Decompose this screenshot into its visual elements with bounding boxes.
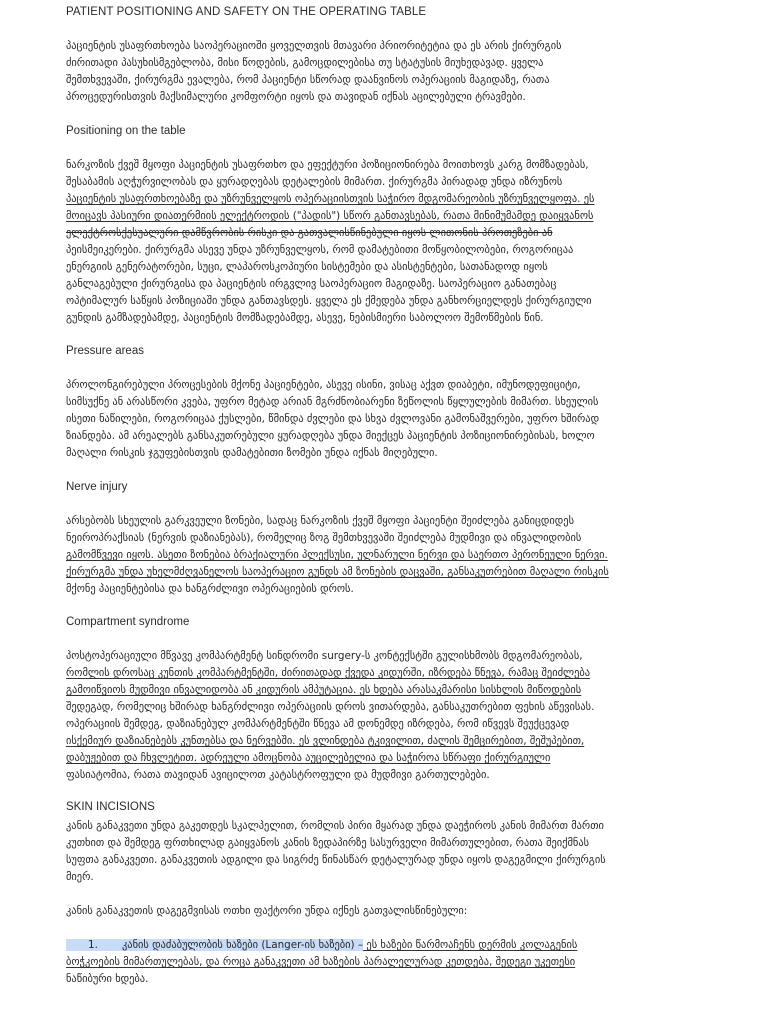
positioning-paragraph [66, 157, 706, 327]
nerve-paragraph [66, 513, 706, 598]
text-span: ეს ხაზები წარმოაჩენს დერმის კოლაგენის [363, 939, 578, 951]
text-line: განლაგებული ქირურგისა და პაციენტის ირგვლივ საოპერაციო მაგიდაზე. საოპერაციო განათებაც [66, 278, 557, 290]
skin-incisions-paragraph [66, 818, 706, 886]
text-line: ენერგიის გენერატორები, სუცი, ლაპაროსკოპიური სისტემები და ასისტენტები, სათანადოდ იყოს [66, 261, 548, 273]
document-title: PATIENT POSITIONING AND SAFETY ON THE OPERATING TABLE [66, 6, 427, 18]
text-line: პოსტოპერაციული მწვავე კომპარტმენტ სინდრომი surgery-ს კონტექსტში გულისხმობს მდგომარეობას, [66, 650, 583, 662]
text-line: ძირითადი პასუხისმგებლობა, მისი წოდების, გამოცდილებისა თუ სტატუსის მიუხედავად. ყველა [66, 57, 544, 69]
text-line: არსებობს სხეულის გარკვეული ზონები, სადაც ნარკოზის ქვეშ მყოფი პაციენტი შეიძლება განიცდიდეს [66, 515, 574, 527]
pressure-paragraph [66, 377, 706, 462]
text-line: შედეგად, რომელიც ხშირად ხანგრძლივი ოპერაციის დროს ვითარდება, განსაკუთრებით ფეხის აწევისას. [66, 701, 595, 713]
factor-list-item-1 [66, 937, 706, 988]
text-line: პაციენტის უსაფრთხოებაზე და უზრუნველყოს ოპერაციისთვის საჭირო მდგომარეობის უზრუნველყოფა. ეს [66, 193, 595, 205]
text-line: მაღალი რისკის ჯგუფებისთვის დამატებითი ზომები უნდა იქნას მიღებული. [66, 447, 438, 459]
text-line: სუფთა განაკვეთი. განაკვეთის ადგილი და სიგრძე წინასწარ დეტალურად უნდა იყოს დაგეგმილი ქირურგის [66, 854, 606, 866]
text-line: ოპერაციის შემდეგ, დაზიანებულ კომპარტმენტში წნევა ამ დონემდე იზრდება, რომ იწვევს შეუქცევად [66, 718, 570, 730]
intro-paragraph [66, 38, 706, 106]
text-line: ნარკოზის ქვეშ მყოფი პაციენტის უსაფრთხო და ეფექტური პოზიციონირება მოითხოვს კარგ მომზადებას, [66, 159, 589, 171]
text-line: გამოიწვიოს მუდმივი ინვალიდობა ან კიდურის ამპუტაცია. ეს ხდება არასაკმარისი სისხლის მიწოდების [66, 684, 582, 696]
text-line: ისეთი ნაწილები, როგორიცაა ქუსლები, წმინდა ძვლები და სხვა ძვლოვანი გამონაშვერები, უფრო ხშირად [66, 413, 600, 425]
text-line: რომლის დროსაც კუნთის კომპარტმენტში, ძირითადად ქვედა კიდურში, იზრდება წნევა, რამაც შეიძლება [66, 667, 591, 679]
factors-intro [66, 903, 706, 920]
text-line: გუნდის გამზადებამდე, პაციენტის მომზადებამდე, ასევე, ნებისმიერი საბოლოო შემოწმების წინ. [66, 312, 544, 324]
text-line: ნაწიბური ხდება. [66, 973, 149, 985]
text-line: გამომწვევი იყოს. ასეთი ზონებია ბრაქიალური პლექსუსი, ულნარული ნერვი და საერთო პერონეული ნერვი. [66, 549, 608, 561]
pressure-heading: Pressure areas [66, 345, 144, 357]
skin-incisions-heading: SKIN INCISIONS [66, 801, 155, 813]
text-line: შესაბამის აღჭურვილობას და ყურადღებას დეტალების მიმართ. ქირურგმა პირადად უნდა იზრუნოს [66, 176, 563, 188]
positioning-heading: Positioning on the table [66, 125, 186, 137]
text-line: დაბუჟებით და ჩხვლეტით. ადრეული ამოცნობა აუცილებელია და საჭიროა სწრაფი ქირურგიული [66, 752, 551, 764]
text-line: ოპტიმალურ საწყის პოზიციაში უნდა განთავსდეს. ყველა ეს ქმედება უნდა განხორციელდეს ქირურგიული [66, 295, 592, 307]
list-number: 1. [88, 939, 98, 951]
text-line: ქირურგმა უნდა უხელმძღვანელოს საოპერაციო გუნდს ამ ზონების დაცვაში, განსაკუთრებით მაღალი რისკის [66, 566, 609, 578]
text-line: პროლონგირებული პროცესების მქონე პაციენტები, ასევე ისინი, ვისაც აქვთ დიაბეტი, იმუნოდეფიციტი, [66, 379, 581, 391]
text-line: ისქემიურ დაზიანებებს კუნთებსა და ნერვებში. ეს ვლინდება ტკივილით, ძალის შემცირებით, შეშუპებით, [66, 735, 585, 747]
text-line: ელექტროსქესუალური დამწვრობის რისკი და გათვალისწინებული იყოს ლითონის პროთეზები ან [66, 227, 553, 239]
selected-text[interactable] [66, 939, 363, 951]
text-line: პროცედურისთვის მაქსიმალური კომფორტი იყოს და თავიდან იქნას აცილებული ტრავმები. [66, 91, 526, 103]
text-line: პეისმეიკერები. ქირურგმა ასევე უნდა უზრუნველყოს, რომ დამატებითი მოწყობილობები, როგორიცაა [66, 244, 574, 256]
text-line: მიერ. [66, 871, 94, 883]
text-line: კუთხით და შემდეგ ფრთხილად გაიყვანოს კანის ზედაპირზე სასურველი მიმართულებით, რათა შეიქმნას [66, 837, 590, 849]
text-line: ზიანდება. ამ არეალებს განსაკუთრებული ყურადღება უნდა მიექცეს პაციენტის პოზიციონირებისას, ხოლო [66, 430, 595, 442]
compartment-heading: Compartment syndrome [66, 616, 190, 628]
text-line: ფასიატომია, რათა თავიდან ავიცილოთ კატასტროფული და მუდმივი გართულებები. [66, 769, 490, 781]
text-line: ნეიროპრაქსიას (ნერვის დაზიანებას), რომელიც ზოგ შემთხვევაში შეიძლება მუდმივი და ინვალიდობის [66, 532, 582, 544]
text-line: ბოჭკოების მიმართულებას, და როცა განაკვეთი ამ ხაზების პარალელურად კეთდება, შედეგი უკეთესი [66, 956, 576, 968]
text-line: შემთხვევაში, ქირურგმა ევალება, რომ პაციენტი სწორად დაანვინოს ოპერაციის მაგიდაზე, რათა [66, 74, 550, 86]
text-line: კანის განაკვეთის დაგეგმვისას ოთხი ფაქტორი უნდა იქნეს გათვალისწინებული: [66, 905, 468, 917]
text-line: მქონე პაციენტებისა და ხანგრძლივი ოპერაციების დროს. [66, 583, 354, 595]
compartment-paragraph [66, 648, 706, 784]
nerve-heading: Nerve injury [66, 481, 128, 493]
text-line: სიმსუქნე ან არასწორი კვება, უფრო მეტად არიან მგრძნობიარენი ზეწოლის წყლულების მიმართ. სხეულის [66, 396, 599, 408]
text-line: კანის განაკვეთი უნდა გაკეთდეს სკალპელით, რომლის პირი მყარად უნდა დაეჭიროს კანის მიმართ მართი [66, 820, 604, 832]
text-line: პაციენტის უსაფრთხოება საოპერაციოში ყოველთვის მთავარი პრიორიტეტია და ეს არის ქირურგის [66, 40, 562, 52]
highlighted-text: კანის დაძაბულობის ხაზები (Langer-ის ხაზები) – [122, 939, 364, 951]
text-line: მოიცავს პასიური დიათერმიის ელექტროდის ("პადის") სწორ განთავსებას, რათა მინიმუმამდე დაიყვანოს [66, 210, 594, 222]
